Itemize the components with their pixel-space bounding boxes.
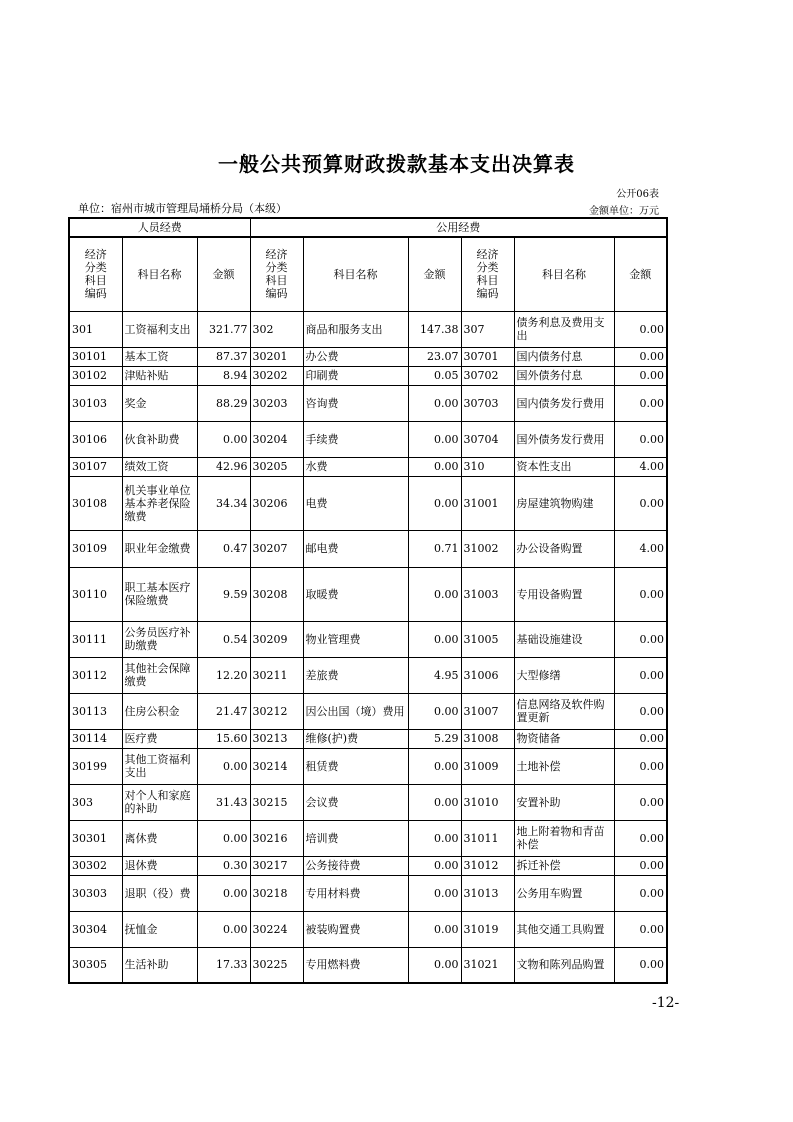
cell-code: 31009 <box>461 748 514 784</box>
cell-amount: 88.29 <box>197 385 250 421</box>
header-name: 科目名称 <box>122 237 197 311</box>
cell-name: 办公设备购置 <box>514 530 614 567</box>
cell-name: 会议费 <box>303 784 408 820</box>
cell-amount: 0.00 <box>614 693 667 729</box>
cell-name: 专用设备购置 <box>514 567 614 621</box>
cell-amount: 34.34 <box>197 476 250 530</box>
cell-name: 资本性支出 <box>514 457 614 476</box>
cell-code: 30217 <box>250 856 303 875</box>
cell-amount: 0.00 <box>197 911 250 947</box>
cell-code: 30102 <box>69 366 122 385</box>
cell-code: 30112 <box>69 657 122 693</box>
cell-amount: 42.96 <box>197 457 250 476</box>
cell-code: 30201 <box>250 347 303 366</box>
cell-name: 物业管理费 <box>303 621 408 657</box>
money-unit-label: 金额单位：万元 <box>589 206 659 217</box>
cell-amount: 8.94 <box>197 366 250 385</box>
cell-name: 电费 <box>303 476 408 530</box>
cell-code: 30216 <box>250 820 303 856</box>
cell-amount: 0.00 <box>614 856 667 875</box>
cell-amount: 5.29 <box>408 729 461 748</box>
cell-amount: 0.00 <box>408 693 461 729</box>
cell-name: 退休费 <box>122 856 197 875</box>
cell-code: 30207 <box>250 530 303 567</box>
section-personnel: 人员经费 <box>69 218 250 237</box>
cell-code: 30213 <box>250 729 303 748</box>
cell-name: 地上附着物和青苗补偿 <box>514 820 614 856</box>
cell-code: 31005 <box>461 621 514 657</box>
cell-code: 30204 <box>250 421 303 457</box>
table-row <box>69 421 667 457</box>
cell-amount: 0.00 <box>408 457 461 476</box>
cell-name: 信息网络及软件购置更新 <box>514 693 614 729</box>
cell-code: 30106 <box>69 421 122 457</box>
cell-amount: 0.00 <box>197 748 250 784</box>
header-name: 科目名称 <box>514 237 614 311</box>
cell-code: 30218 <box>250 875 303 911</box>
cell-amount: 0.00 <box>614 911 667 947</box>
cell-name: 住房公积金 <box>122 693 197 729</box>
table-row <box>69 457 667 476</box>
cell-amount: 0.00 <box>408 820 461 856</box>
cell-name: 土地补偿 <box>514 748 614 784</box>
table-row <box>69 693 667 729</box>
cell-amount: 321.77 <box>197 311 250 347</box>
cell-name: 房屋建筑物购建 <box>514 476 614 530</box>
cell-code: 31003 <box>461 567 514 621</box>
cell-code: 31007 <box>461 693 514 729</box>
cell-amount: 0.00 <box>408 476 461 530</box>
cell-name: 津贴补贴 <box>122 366 197 385</box>
form-number: 公开06表 <box>616 189 659 200</box>
cell-code: 30704 <box>461 421 514 457</box>
table-row <box>69 875 667 911</box>
cell-amount: 147.38 <box>408 311 461 347</box>
cell-code: 30206 <box>250 476 303 530</box>
cell-code: 30108 <box>69 476 122 530</box>
table-row <box>69 911 667 947</box>
cell-amount: 87.37 <box>197 347 250 366</box>
cell-code: 31008 <box>461 729 514 748</box>
cell-code: 30103 <box>69 385 122 421</box>
cell-code: 30214 <box>250 748 303 784</box>
cell-amount: 0.30 <box>197 856 250 875</box>
cell-amount: 0.00 <box>614 567 667 621</box>
unit-label: 单位：宿州市城市管理局埇桥分局（本级） <box>78 202 287 215</box>
table-row <box>69 476 667 530</box>
header-code: 经济分类科目编码 <box>461 237 514 311</box>
cell-name: 差旅费 <box>303 657 408 693</box>
cell-name: 其他交通工具购置 <box>514 911 614 947</box>
cell-code: 310 <box>461 457 514 476</box>
cell-code: 30199 <box>69 748 122 784</box>
cell-code: 30202 <box>250 366 303 385</box>
cell-code: 31001 <box>461 476 514 530</box>
table-row <box>69 385 667 421</box>
cell-amount: 0.00 <box>614 621 667 657</box>
cell-name: 邮电费 <box>303 530 408 567</box>
cell-amount: 0.00 <box>197 421 250 457</box>
cell-name: 抚恤金 <box>122 911 197 947</box>
cell-name: 手续费 <box>303 421 408 457</box>
header-row <box>69 237 667 311</box>
cell-amount: 0.00 <box>408 421 461 457</box>
page-title: 一般公共预算财政拨款基本支出决算表 <box>218 152 575 176</box>
cell-amount: 31.43 <box>197 784 250 820</box>
cell-code: 30111 <box>69 621 122 657</box>
cell-name: 安置补助 <box>514 784 614 820</box>
cell-amount: 0.00 <box>614 476 667 530</box>
cell-code: 30101 <box>69 347 122 366</box>
table-row <box>69 856 667 875</box>
table-row <box>69 530 667 567</box>
cell-code: 30109 <box>69 530 122 567</box>
cell-amount: 0.00 <box>408 385 461 421</box>
cell-amount: 0.00 <box>408 875 461 911</box>
cell-code: 303 <box>69 784 122 820</box>
cell-code: 30113 <box>69 693 122 729</box>
cell-code: 30303 <box>69 875 122 911</box>
cell-name: 奖金 <box>122 385 197 421</box>
table-row <box>69 784 667 820</box>
cell-code: 30110 <box>69 567 122 621</box>
cell-name: 国内债务付息 <box>514 347 614 366</box>
table-row <box>69 729 667 748</box>
table-row <box>69 347 667 366</box>
cell-amount: 0.00 <box>614 657 667 693</box>
header-name: 科目名称 <box>303 237 408 311</box>
cell-amount: 4.00 <box>614 457 667 476</box>
cell-amount: 0.00 <box>614 875 667 911</box>
cell-amount: 0.00 <box>197 875 250 911</box>
table-row <box>69 311 667 347</box>
cell-amount: 0.00 <box>614 820 667 856</box>
cell-name: 维修(护)费 <box>303 729 408 748</box>
cell-name: 公务用车购置 <box>514 875 614 911</box>
cell-amount: 0.00 <box>614 366 667 385</box>
cell-code: 30114 <box>69 729 122 748</box>
cell-amount: 23.07 <box>408 347 461 366</box>
cell-name: 物资储备 <box>514 729 614 748</box>
cell-name: 对个人和家庭的补助 <box>122 784 197 820</box>
cell-code: 31010 <box>461 784 514 820</box>
cell-name: 机关事业单位基本养老保险缴费 <box>122 476 197 530</box>
cell-code: 31021 <box>461 947 514 983</box>
cell-name: 被装购置费 <box>303 911 408 947</box>
cell-amount: 4.00 <box>614 530 667 567</box>
cell-name: 文物和陈列品购置 <box>514 947 614 983</box>
table-row <box>69 748 667 784</box>
cell-amount: 9.59 <box>197 567 250 621</box>
cell-name: 国外债务发行费用 <box>514 421 614 457</box>
header-amount: 金额 <box>614 237 667 311</box>
cell-amount: 0.00 <box>408 567 461 621</box>
cell-amount: 21.47 <box>197 693 250 729</box>
cell-amount: 0.00 <box>408 748 461 784</box>
cell-name: 基础设施建设 <box>514 621 614 657</box>
cell-code: 30208 <box>250 567 303 621</box>
cell-name: 国内债务发行费用 <box>514 385 614 421</box>
cell-name: 债务利息及费用支出 <box>514 311 614 347</box>
cell-code: 30305 <box>69 947 122 983</box>
cell-code: 30701 <box>461 347 514 366</box>
cell-amount: 15.60 <box>197 729 250 748</box>
table-row <box>69 947 667 983</box>
cell-code: 30703 <box>461 385 514 421</box>
cell-amount: 0.00 <box>614 311 667 347</box>
cell-name: 绩效工资 <box>122 457 197 476</box>
cell-name: 拆迁补偿 <box>514 856 614 875</box>
cell-name: 职工基本医疗保险缴费 <box>122 567 197 621</box>
header-amount: 金额 <box>408 237 461 311</box>
cell-amount: 17.33 <box>197 947 250 983</box>
cell-code: 302 <box>250 311 303 347</box>
cell-name: 因公出国（境）费用 <box>303 693 408 729</box>
cell-code: 30301 <box>69 820 122 856</box>
cell-amount: 0.00 <box>614 947 667 983</box>
cell-name: 伙食补助费 <box>122 421 197 457</box>
cell-amount: 12.20 <box>197 657 250 693</box>
cell-code: 30302 <box>69 856 122 875</box>
cell-name: 租赁费 <box>303 748 408 784</box>
cell-code: 31013 <box>461 875 514 911</box>
cell-code: 30203 <box>250 385 303 421</box>
header-code: 经济分类科目编码 <box>69 237 122 311</box>
cell-name: 水费 <box>303 457 408 476</box>
cell-amount: 0.71 <box>408 530 461 567</box>
table-row <box>69 366 667 385</box>
cell-name: 离休费 <box>122 820 197 856</box>
cell-name: 基本工资 <box>122 347 197 366</box>
cell-amount: 0.00 <box>408 947 461 983</box>
cell-name: 其他社会保障缴费 <box>122 657 197 693</box>
cell-amount: 0.00 <box>197 820 250 856</box>
section-public: 公用经费 <box>250 218 667 237</box>
page-number: -12- <box>652 995 680 1011</box>
cell-amount: 0.00 <box>614 347 667 366</box>
cell-code: 30304 <box>69 911 122 947</box>
cell-code: 30224 <box>250 911 303 947</box>
cell-amount: 0.00 <box>408 911 461 947</box>
cell-code: 30702 <box>461 366 514 385</box>
cell-name: 印刷费 <box>303 366 408 385</box>
cell-name: 国外债务付息 <box>514 366 614 385</box>
cell-name: 医疗费 <box>122 729 197 748</box>
table-row <box>69 820 667 856</box>
cell-amount: 4.95 <box>408 657 461 693</box>
cell-amount: 0.00 <box>408 856 461 875</box>
cell-code: 301 <box>69 311 122 347</box>
table-row <box>69 567 667 621</box>
cell-amount: 0.00 <box>614 421 667 457</box>
cell-name: 办公费 <box>303 347 408 366</box>
cell-name: 咨询费 <box>303 385 408 421</box>
cell-name: 生活补助 <box>122 947 197 983</box>
header-amount: 金额 <box>197 237 250 311</box>
cell-code: 31012 <box>461 856 514 875</box>
cell-amount: 0.00 <box>614 385 667 421</box>
cell-code: 30211 <box>250 657 303 693</box>
cell-name: 其他工资福利支出 <box>122 748 197 784</box>
cell-code: 30212 <box>250 693 303 729</box>
cell-amount: 0.54 <box>197 621 250 657</box>
cell-name: 退职（役）费 <box>122 875 197 911</box>
cell-amount: 0.00 <box>614 729 667 748</box>
cell-code: 30225 <box>250 947 303 983</box>
cell-name: 取暖费 <box>303 567 408 621</box>
cell-name: 专用材料费 <box>303 875 408 911</box>
cell-code: 31002 <box>461 530 514 567</box>
table-row <box>69 657 667 693</box>
cell-name: 专用燃料费 <box>303 947 408 983</box>
cell-code: 31006 <box>461 657 514 693</box>
cell-code: 30107 <box>69 457 122 476</box>
cell-name: 工资福利支出 <box>122 311 197 347</box>
cell-name: 商品和服务支出 <box>303 311 408 347</box>
table-row <box>69 621 667 657</box>
cell-code: 30209 <box>250 621 303 657</box>
cell-name: 培训费 <box>303 820 408 856</box>
cell-name: 公务接待费 <box>303 856 408 875</box>
cell-code: 30215 <box>250 784 303 820</box>
cell-name: 大型修缮 <box>514 657 614 693</box>
cell-code: 31011 <box>461 820 514 856</box>
cell-name: 职业年金缴费 <box>122 530 197 567</box>
cell-amount: 0.00 <box>614 748 667 784</box>
cell-amount: 0.47 <box>197 530 250 567</box>
cell-code: 307 <box>461 311 514 347</box>
cell-amount: 0.00 <box>408 784 461 820</box>
cell-amount: 0.05 <box>408 366 461 385</box>
header-code: 经济分类科目编码 <box>250 237 303 311</box>
cell-amount: 0.00 <box>614 784 667 820</box>
cell-name: 公务员医疗补助缴费 <box>122 621 197 657</box>
cell-code: 31019 <box>461 911 514 947</box>
budget-table <box>68 217 668 984</box>
cell-amount: 0.00 <box>408 621 461 657</box>
cell-code: 30205 <box>250 457 303 476</box>
